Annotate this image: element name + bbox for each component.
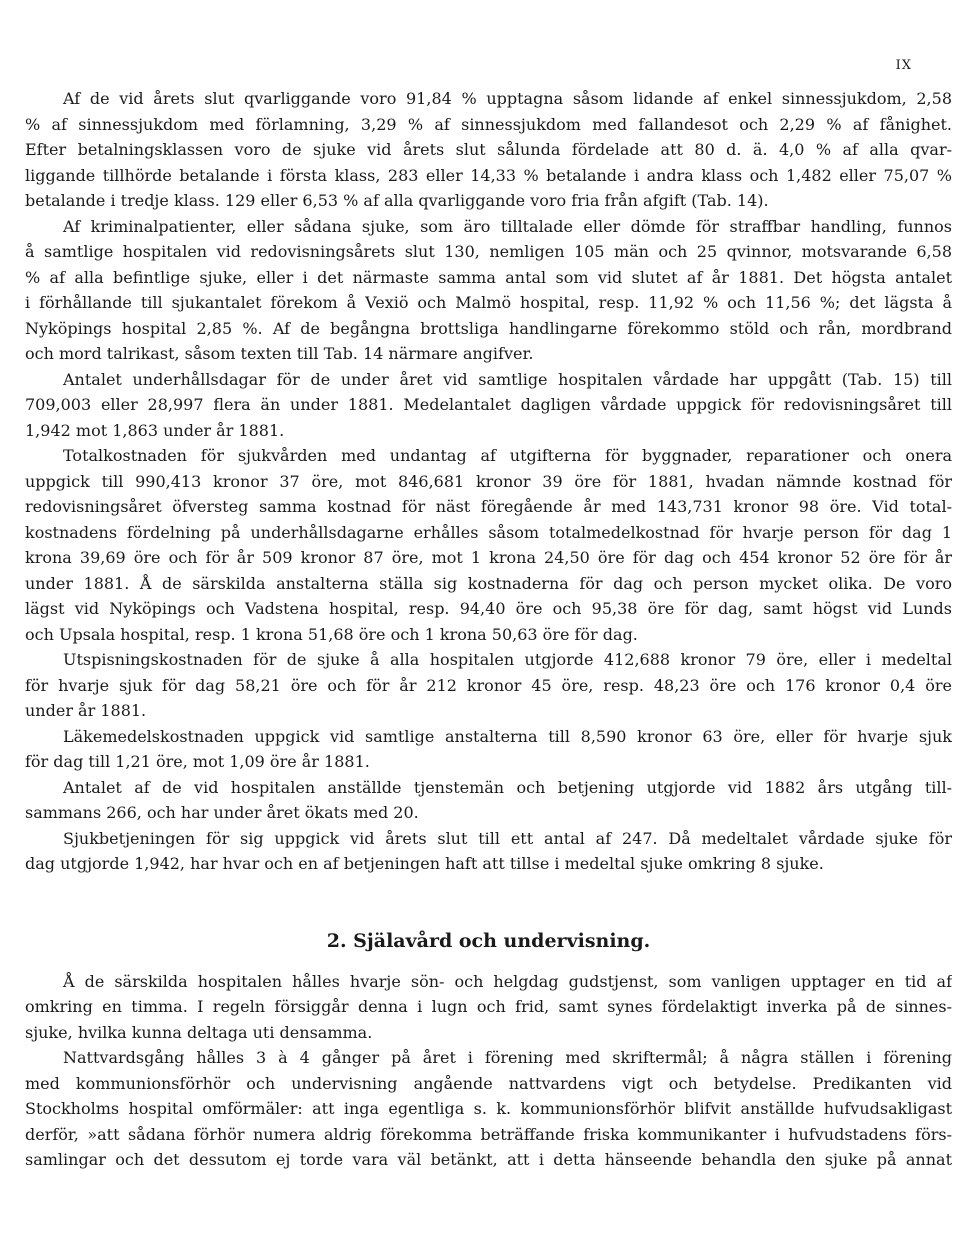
text-line: redovisningsåret öfversteg samma kostnad för näst föregående år med 143,731 kronor 98 öre. Vid total- [25, 497, 952, 516]
text-line: samlingar och det dessutom ej torde vara väl betänkt, att i detta hänseende behandla den sjuke på annat [25, 1150, 952, 1169]
text-line: lägst vid Nyköpings och Vadstena hospital, resp. 94,40 öre och 95,38 öre för dag, samt högst vid Lunds [25, 599, 952, 618]
text-line: Å de särskilda hospitalen hålles hvarje sön- och helgdag gudstjenst, som vanligen upptager en tid af [63, 971, 952, 991]
page-number: IX [895, 58, 912, 73]
text-line: för hvarje sjuk för dag 58,21 öre och för år 212 kronor 45 öre, resp. 48,23 öre och 176 kronor 0,4 öre [25, 675, 952, 695]
text-line: uppgick till 990,413 kronor 37 öre, mot 846,681 kronor 39 öre för 1881, hvadan nämnde kostnad för [25, 471, 952, 491]
text-line: med kommunionsförhör och undervisning angående nattvardens vigt och betydelse. Predikanten vid [25, 1073, 952, 1093]
text-line: 1,942 mot 1,863 under år 1881. [25, 420, 285, 440]
text-line: och mord talrikast, såsom texten till Tab. 14 närmare angifver. [25, 344, 534, 363]
text-line: i förhållande till sjukantalet förekom å Vexiö och Malmö hospital, resp. 11,92 % och 11,56 %; det lägsta å [25, 293, 952, 312]
text-line: Efter betalningsklassen voro de sjuke vid årets slut sålunda fördelade att 80 d. ä. 4,0 % af alla qvar- [25, 140, 952, 159]
text-line: krona 39,69 öre och för år 509 kronor 87 öre, mot 1 krona 24,50 öre för dag och 454 kronor 52 öre för år [25, 548, 952, 567]
paragraphs-after-heading [25, 969, 952, 1173]
text-line: Af kriminalpatienter, eller sådana sjuke, som äro tilltalade eller dömde för straffbar handling, funnos [63, 216, 952, 236]
text-line: Sjukbetjeningen för sig uppgick vid årets slut till ett antal af 247. Då medeltalet vårdade sjuke för [63, 828, 952, 848]
text-line: omkring en timma. I regeln försiggår denna i lugn och frid, samt synes fördelaktigt inverka på de sinnes- [25, 997, 952, 1016]
section-heading: 2. Själavård och undervisning. [326, 929, 651, 952]
text-line: Stockholms hospital omförmäler: att inga egentliga s. k. kommunionsförhör blifvit anställde hufvudsakligast [25, 1099, 952, 1118]
text-line: sammans 266, och har under året ökats med 20. [25, 803, 419, 822]
text-line: betalande i tredje klass. 129 eller 6,53 % af alla qvarliggande voro fria från afgift (Tab. 14). [25, 191, 769, 210]
text-line: Antalet af de vid hospitalen anställde tjenstemän och betjening utgjorde vid 1882 års utgång till- [63, 777, 952, 797]
text-line: under 1881. Å de särskilda anstalterna ställa sig kostnaderna för dag och person mycket olika. De voro [25, 573, 952, 593]
text-line: å samtlige hospitalen vid redovisningsårets slut 130, nemligen 105 män och 25 qvinnor, motsvarande 6,58 [25, 242, 952, 261]
text-line: % af sinnessjukdom med förlamning, 3,29 % af sinnessjukdom med fallandesot och 2,29 % af fånighet. [25, 114, 952, 134]
text-line: Nyköpings hospital 2,85 %. Af de begångna brottsliga handlingarne förekommo stöld och rån, mordbrand [25, 318, 952, 338]
text-line: dag utgjorde 1,942, har hvar och en af betjeningen haft att tillse i medeltal sjuke omkring 8 sjuke. [25, 854, 824, 873]
text-line: Af de vid årets slut qvarliggande voro 91,84 % upptagna såsom lidande af enkel sinnessjukdom, 2,58 [63, 89, 952, 108]
text-line: 709,003 eller 28,997 flera än under 1881. Medelantalet dagligen vårdade uppgick för redovisningsåret till [25, 395, 952, 414]
text-line: Nattvardsgång hålles 3 à 4 gånger på året i förening med skriftermål; å några ställen i förening [63, 1048, 952, 1067]
text-line: Totalkostnaden för sjukvården med undantag af utgifterna för byggnader, reparationer och onera [63, 446, 952, 465]
text-line: Utspisningskostnaden för de sjuke å alla hospitalen utgjorde 412,688 kronor 79 öre, eller i medeltal [63, 650, 952, 669]
text-line: Antalet underhållsdagar för de under året vid samtlige hospitalen vårdade har uppgått (Tab. 15) till [63, 369, 952, 389]
text-line: sjuke, hvilka kunna deltaga uti densamma. [25, 1022, 373, 1042]
section-gap [25, 877, 952, 919]
paragraphs-before-heading [25, 86, 952, 877]
text-line: kostnadens fördelning på underhållsdagarne erhålles såsom totalmedelkostnad för hvarje person för dag 1 [25, 522, 952, 542]
body-text [25, 86, 952, 1173]
text-line: derför, »att sådana förhör numera aldrig förekomma beträffande friska kommunikanter i hufvudstadens förs- [25, 1124, 952, 1144]
text-line: liggande tillhörde betalande i första klass, 283 eller 14,33 % betalande i andra klass och 1,482 eller 75,07 % [25, 165, 952, 185]
text-line: under år 1881. [25, 701, 147, 720]
text-line: Läkemedelskostnaden uppgick vid samtlige anstalterna till 8,590 kronor 63 öre, eller för hvarje sjuk [63, 726, 952, 746]
text-line: och Upsala hospital, resp. 1 krona 51,68 öre och 1 krona 50,63 öre för dag. [25, 624, 638, 644]
text-line: % af alla befintlige sjuke, eller i det närmaste samma antal som vid slutet af år 1881. Det högsta antalet [25, 267, 952, 287]
text-line: för dag till 1,21 öre, mot 1,09 öre år 1881. [25, 752, 370, 771]
